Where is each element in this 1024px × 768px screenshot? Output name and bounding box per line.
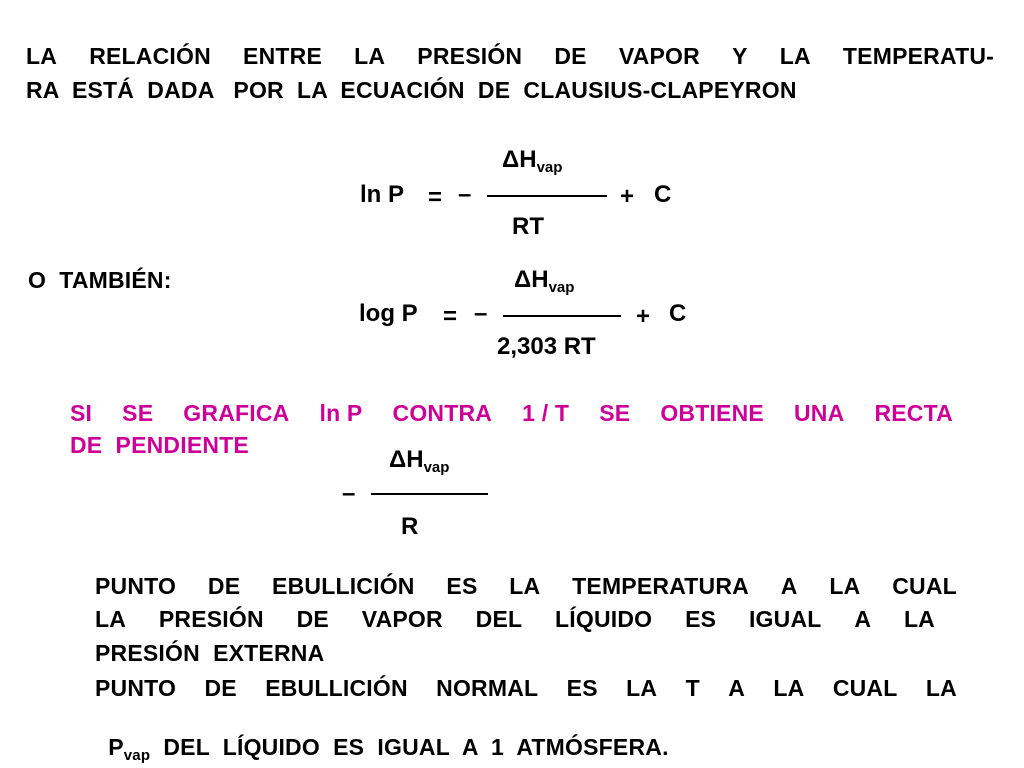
slope-minus: – <box>342 480 356 507</box>
word: PRESIÓN <box>158 606 264 632</box>
eq2-equals: = <box>443 303 458 330</box>
boiling-line-4 <box>95 675 957 702</box>
word: SE <box>122 400 154 426</box>
word: PUNTO <box>95 573 177 599</box>
word: PUNTO <box>95 675 177 701</box>
word: VAPOR <box>361 606 443 632</box>
word: NORMAL <box>436 675 539 701</box>
eq2-fraction-bar <box>503 315 621 317</box>
p-vap-sub: vap <box>123 747 151 764</box>
slope-numerator <box>389 446 449 474</box>
eq1-fraction-bar <box>487 195 607 197</box>
word: TEMPERATU- <box>842 43 994 69</box>
eq2-lhs: log P <box>359 300 418 327</box>
word: A <box>854 606 872 632</box>
boiling-line-1 <box>95 573 957 600</box>
eq2-plus: + <box>636 303 651 330</box>
word: LA <box>354 43 386 69</box>
slope-fraction-bar <box>371 493 488 495</box>
word: CUAL <box>832 675 898 701</box>
word: UNA <box>793 400 845 426</box>
word: LA <box>509 573 541 599</box>
eq1-constant: C <box>654 181 672 208</box>
word: SE <box>599 400 631 426</box>
eq1-lhs: ln P <box>360 181 405 208</box>
word: LÍQUIDO <box>555 606 653 632</box>
eq2-constant: C <box>669 300 687 327</box>
word: DE <box>207 573 241 599</box>
word: LA <box>903 606 935 632</box>
eq1-minus: – <box>458 181 472 208</box>
word: DE <box>296 606 329 632</box>
word: CUAL <box>892 573 957 599</box>
eq1-equals: = <box>428 184 443 211</box>
word: DE <box>204 675 237 701</box>
word: TEMPERATURA <box>572 573 749 599</box>
word: T <box>685 675 700 701</box>
slope-delta-h: ΔH <box>389 446 424 473</box>
eq2-minus: – <box>474 300 488 327</box>
word: ln P <box>319 400 363 426</box>
word: GRAFICA <box>183 400 290 426</box>
intro-line-1 <box>26 43 994 70</box>
word: EBULLICIÓN <box>265 675 408 701</box>
word: Y <box>732 43 748 69</box>
eq2-delta-h: ΔH <box>514 266 549 293</box>
graph-note-line-1 <box>70 400 953 427</box>
eq1-vap-sub: vap <box>536 159 563 176</box>
word: PRESIÓN <box>417 43 523 69</box>
boiling-line-5-text: DEL LÍQUIDO ES IGUAL A 1 ATMÓSFERA. <box>150 734 669 760</box>
word: ES <box>446 573 478 599</box>
eq2-vap-sub: vap <box>548 279 575 296</box>
word: RECTA <box>874 400 953 426</box>
word: DEL <box>475 606 523 632</box>
word: A <box>728 675 745 701</box>
word: OBTIENE <box>660 400 764 426</box>
eq1-delta-h: ΔH <box>502 146 537 173</box>
p-vap-symbol: P <box>108 734 124 760</box>
word: CONTRA <box>392 400 493 426</box>
word: SI <box>70 400 93 426</box>
eq2-denominator: 2,303 RT <box>497 333 596 360</box>
eq1-numerator <box>502 146 562 174</box>
word: 1 / T <box>522 400 570 426</box>
word: LA <box>626 675 658 701</box>
eq2-label: O TAMBIÉN: <box>28 267 172 293</box>
word: LA <box>829 573 861 599</box>
eq1-plus: + <box>620 183 635 210</box>
boiling-line-2 <box>95 606 935 633</box>
slope-vap-sub: vap <box>423 459 450 476</box>
eq1-denominator: RT <box>512 213 544 240</box>
word: DE <box>554 43 587 69</box>
word: EBULLICIÓN <box>272 573 415 599</box>
word: RELACIÓN <box>89 43 211 69</box>
word: ES <box>685 606 717 632</box>
word: ES <box>566 675 598 701</box>
slope-denominator: R <box>401 513 419 540</box>
boiling-line-3: PRESIÓN EXTERNA <box>95 640 325 666</box>
word: LA <box>26 43 58 69</box>
word: LA <box>773 675 805 701</box>
word: VAPOR <box>618 43 700 69</box>
intro-line-2: RA ESTÁ DADA POR LA ECUACIÓN DE CLAUSIUS-CLAPEYRON <box>26 77 797 103</box>
word: A <box>780 573 798 599</box>
word: IGUAL <box>748 606 822 632</box>
word: LA <box>779 43 811 69</box>
eq2-numerator <box>514 266 574 294</box>
graph-note-line-2: DE PENDIENTE <box>70 432 249 458</box>
word: LA <box>95 606 127 632</box>
word: LA <box>925 675 957 701</box>
word: ENTRE <box>243 43 322 69</box>
boiling-line-5 <box>95 707 669 764</box>
